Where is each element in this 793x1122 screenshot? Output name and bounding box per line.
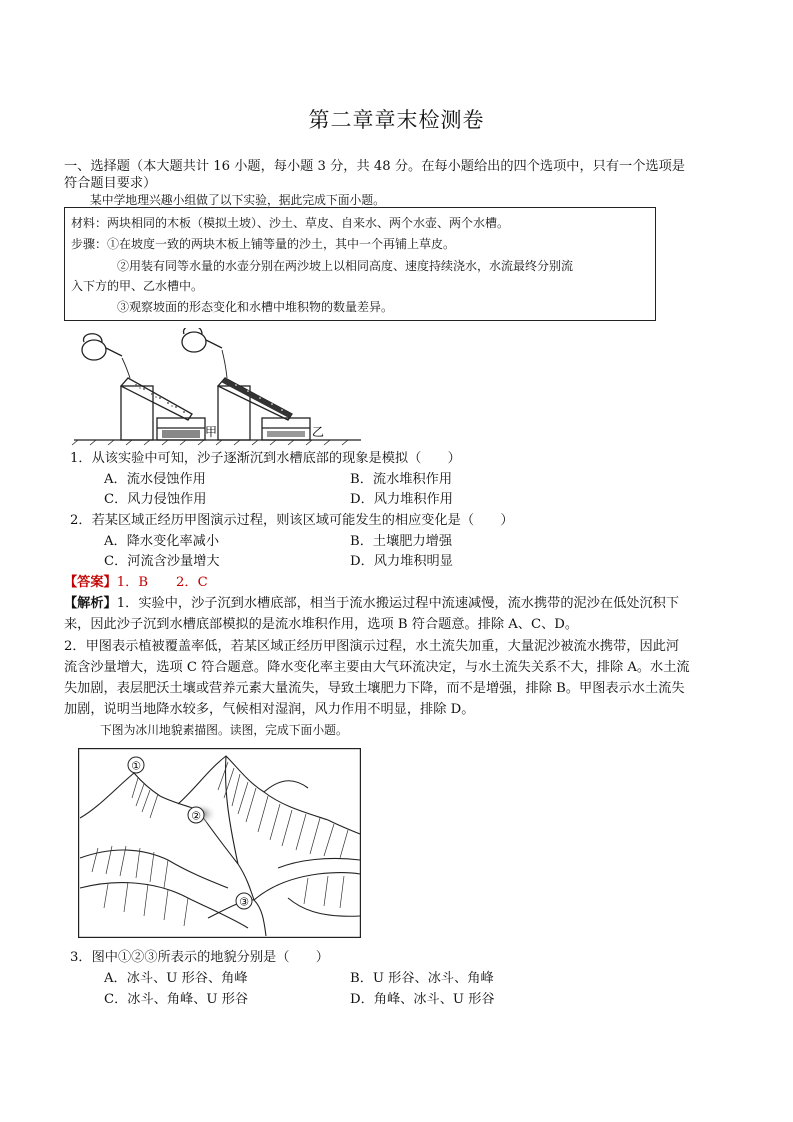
q3-stem: 3．图中①②③所表示的地貌分别是（ ） [70, 950, 329, 965]
experiment-figure [66, 328, 366, 446]
answer-line [64, 574, 208, 592]
section-heading-line2: 符合题目要求） [64, 176, 157, 191]
q3-option-b[interactable]: B．U 形谷、冰斗、角峰 [350, 971, 494, 986]
analysis-tag: 【解析】 [64, 596, 117, 611]
material-box [64, 207, 656, 321]
analysis-line-3: 2．甲图表示植被覆盖率低，若某区域正经历甲图演示过程，水土流失加重，大量泥沙被流水携带，因此河 [64, 639, 680, 654]
q3-option-a[interactable]: A．冰斗、U 形谷、角峰 [104, 971, 248, 986]
q2-stem: 2．若某区域正经历甲图演示过程，则该区域可能发生的相应变化是（ ） [70, 513, 514, 528]
tank-label-jia: 甲 [205, 425, 218, 439]
glacier-sketch [78, 748, 361, 938]
analysis-line-6: 加剧，说明当地降水较多，气候相对湿润，风力作用不明显，排除 D。 [64, 702, 475, 717]
q1-option-b[interactable]: B．流水堆积作用 [350, 472, 453, 487]
q1-option-a[interactable]: A．流水侵蚀作用 [104, 472, 206, 487]
section-heading-line1: 一、选择题（本大题共计 16 小题，每小题 3 分，共 48 分。在每小题给出的四个选项中，只有一个选项是 [64, 159, 685, 174]
analysis-line-2: 来，因此沙子沉到水槽底部模拟的是流水堆积作用，选项 B 符合题意。排除 A、C、D。 [64, 617, 579, 632]
intro-glacier: 下图为冰川地貌素描图。读图，完成下面小题。 [100, 723, 348, 737]
tank-label-yi: 乙 [312, 425, 325, 439]
step-line-1: 步骤：①在坡度一致的两块木板上铺等量的沙土，其中一个再铺上草皮。 [71, 237, 456, 251]
analysis-line-5: 失加剧，表层肥沃土壤或营养元素大量流失，导致土壤肥力下降，而不是增强，排除 B。甲图表示水土流失 [64, 681, 685, 696]
answer-1: 1．B [116, 575, 149, 590]
q1-option-c[interactable]: C．风力侵蚀作用 [104, 492, 207, 507]
answer-2: 2．C [176, 575, 208, 590]
q2-option-d[interactable]: D．风力堆积明显 [350, 554, 453, 569]
intro-experiment: 某中学地理兴趣小组做了以下实验，据此完成下面小题。 [90, 193, 385, 207]
q3-option-d[interactable]: D．角峰、冰斗、U 形谷 [350, 992, 495, 1007]
q2-option-a[interactable]: A．降水变化率减小 [104, 534, 220, 549]
step-line-2-cont: 入下方的甲、乙水槽中。 [71, 279, 204, 293]
q2-option-c[interactable]: C．河流含沙量增大 [104, 554, 220, 569]
analysis-text-1: 1．实验中，沙子沉到水槽底部，相当于流水搬运过程中流速减慢，流水携带的泥沙在低处沉积下 [116, 596, 680, 611]
step-line-3: ③观察坡面的形态变化和水槽中堆积物的数量差异。 [117, 300, 394, 314]
material-line: 材料：两块相同的木板（模拟土坡）、沙土、草皮、自来水、两个水壶、两个水槽。 [71, 216, 510, 230]
analysis-line-4: 流含沙量增大，选项 C 符合题意。降水变化率主要由大气环流决定，与水土流失关系不大，排除 A。水土流 [64, 660, 690, 675]
marker-3: ③ [239, 895, 249, 909]
marker-2: ② [191, 809, 201, 823]
analysis-line-1 [64, 595, 679, 613]
q2-option-b[interactable]: B．土壤肥力增强 [350, 534, 453, 549]
marker-1: ① [131, 759, 141, 773]
q1-option-d[interactable]: D．风力堆积作用 [350, 492, 453, 507]
q1-stem: 1．从该实验中可知，沙子逐渐沉到水槽底部的现象是模拟（ ） [70, 451, 461, 466]
step-line-2: ②用装有同等水量的水壶分别在两沙坡上以相同高度、速度持续浇水，水流最终分别流 [117, 259, 574, 273]
page-title: 第二章章末检测卷 [308, 108, 485, 132]
q3-option-c[interactable]: C．冰斗、角峰、U 形谷 [104, 992, 249, 1007]
answer-tag: 【答案】 [64, 575, 117, 590]
